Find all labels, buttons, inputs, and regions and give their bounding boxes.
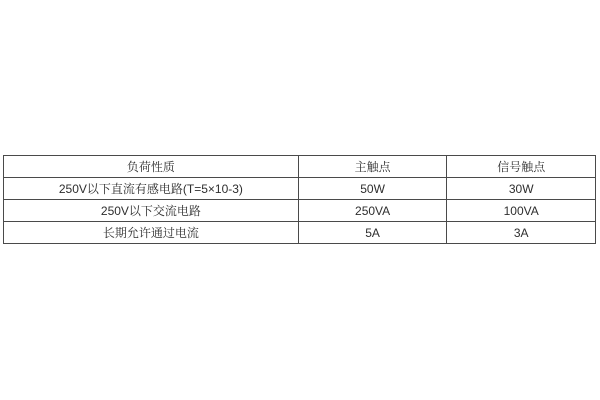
cell-signal-contact: 30W <box>447 178 596 200</box>
cell-signal-contact: 3A <box>447 222 596 244</box>
cell-main-contact: 5A <box>298 222 447 244</box>
table-row <box>4 200 596 222</box>
table-row <box>4 178 596 200</box>
header-main-contact: 主触点 <box>298 156 447 178</box>
cell-main-contact: 250VA <box>298 200 447 222</box>
header-load-nature: 负荷性质 <box>4 156 299 178</box>
table-row <box>4 222 596 244</box>
table-header-row <box>4 156 596 178</box>
cell-signal-contact: 100VA <box>447 200 596 222</box>
cell-main-contact: 50W <box>298 178 447 200</box>
cell-load-nature: 250V以下直流有感电路(T=5×10-3) <box>4 178 299 200</box>
cell-load-nature: 长期允许通过电流 <box>4 222 299 244</box>
header-signal-contact: 信号触点 <box>447 156 596 178</box>
cell-load-nature: 250V以下交流电路 <box>4 200 299 222</box>
load-spec-table <box>3 155 596 244</box>
